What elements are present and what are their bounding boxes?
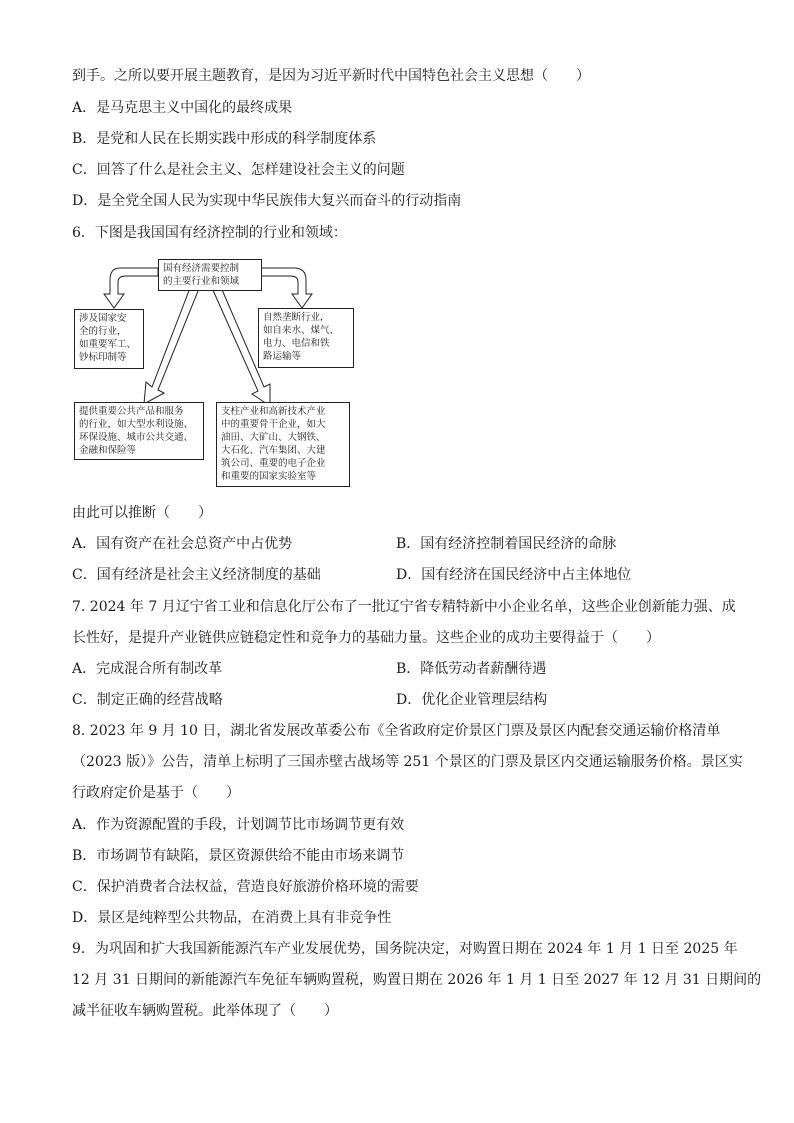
q5-stem: 到手。之所以要开展主题教育，是因为习近平新时代中国特色社会主义思想（ ） [72, 68, 590, 84]
q8-option-b: B．市场调节有缺陷，景区资源供给不能由市场来调节 [72, 848, 405, 864]
q7-stem-line2: 长性好，是提升产业链供应链稳定性和竞争力的基础力量。这些企业的成功主要得益于（ ） [72, 630, 660, 646]
q8-stem-line3: 行政府定价是基于（ ） [72, 785, 240, 801]
q8-option-c: C．保护消费者合法权益，营造良好旅游价格环境的需要 [72, 879, 419, 895]
q7-option-b: B．降低劳动者薪酬待遇 [396, 661, 547, 677]
q5-option-c: C．回答了什么是社会主义、怎样建设社会主义的问题 [72, 162, 405, 178]
q8-stem-line1: 8. 2023 年 9 月 10 日，湖北省发展改革委公布《全省政府定价景区门票及景区内配套交通运输价格清单 [72, 723, 721, 739]
arrow-left [104, 268, 158, 308]
q6-stem: 6．下图是我国国有经济控制的行业和领域： [72, 225, 347, 241]
q5-option-a: A．是马克思主义中国化的最终成果 [72, 100, 293, 116]
q5-option-d: D．是全党全国人民为实现中华民族伟大复兴而奋斗的行动指南 [72, 193, 462, 209]
q7-option-d: D．优化企业管理层结构 [396, 692, 548, 708]
q9-stem-line1: 9．为巩固和扩大我国新能源汽车产业发展优势，国务院决定，对购置日期在 2024 年 1 月 1 日至 2025 年 [72, 941, 738, 957]
diagram-box-bottom-right: 支柱产业和高新技术产业 中的重要骨干企业，如大 油田、大矿山、大钢铁、 大石化、汽车集团、大建 筑公司、重要的电子企业 和重要的国家实验室等 [216, 402, 350, 487]
diagram-box-left: 涉及国家安 全的行业， 如重要军工、 钞标印制等 [74, 309, 144, 369]
diagram-box-bottom-left: 提供重要公共产品和服务 的行业，如大型水利设施、 环保设施、城市公共交通、 金融和保险等 [74, 402, 204, 460]
q7-option-c: C．制定正确的经营战略 [72, 692, 223, 708]
arrow-down-left [144, 288, 198, 404]
q6-option-d: D．国有经济在国民经济中占主体地位 [396, 567, 632, 583]
q8-stem-line2: （2023 版）》公告，清单上标明了三国赤壁古战场等 251 个景区的门票及景区内交通运输服务价格。景区实 [72, 754, 743, 770]
q5-option-b: B．是党和人民在长期实践中形成的科学制度体系 [72, 131, 377, 147]
diagram-box-top: 国有经济需要控制 的主要行业和领域 [158, 259, 262, 291]
q8-option-a: A．作为资源配置的手段，计划调节比市场调节更有效 [72, 817, 405, 833]
diagram-box-right: 自然垄断行业， 如自来水、煤气、 电力、电信和铁 路运输等 [258, 308, 354, 368]
q6-option-b: B．国有经济控制着国民经济的命脉 [396, 536, 617, 552]
q6-option-c: C．国有经济是社会主义经济制度的基础 [72, 567, 321, 583]
q6-option-a: A．国有资产在社会总资产中占优势 [72, 536, 293, 552]
q7-stem-line1: 7. 2024 年 7 月辽宁省工业和信息化厅公布了一批辽宁省专精特新中小企业名单，这些企业创新能力强、成 [72, 599, 736, 615]
q6-ask: 由此可以推断（ ） [72, 505, 212, 521]
q7-option-a: A．完成混合所有制改革 [72, 661, 223, 677]
arrow-right [260, 268, 312, 308]
q9-stem-line2: 12 月 31 日期间的新能源汽车免征车辆购置税，购置日期在 2026 年 1 月 1 日至 2027 年 12 月 31 日期间的 [72, 972, 762, 988]
state-economy-diagram [72, 254, 362, 494]
q9-stem-line3: 减半征收车辆购置税。此举体现了（ ） [72, 1003, 338, 1019]
q8-option-d: D．景区是纯粹型公共物品，在消费上具有非竞争性 [72, 910, 392, 926]
